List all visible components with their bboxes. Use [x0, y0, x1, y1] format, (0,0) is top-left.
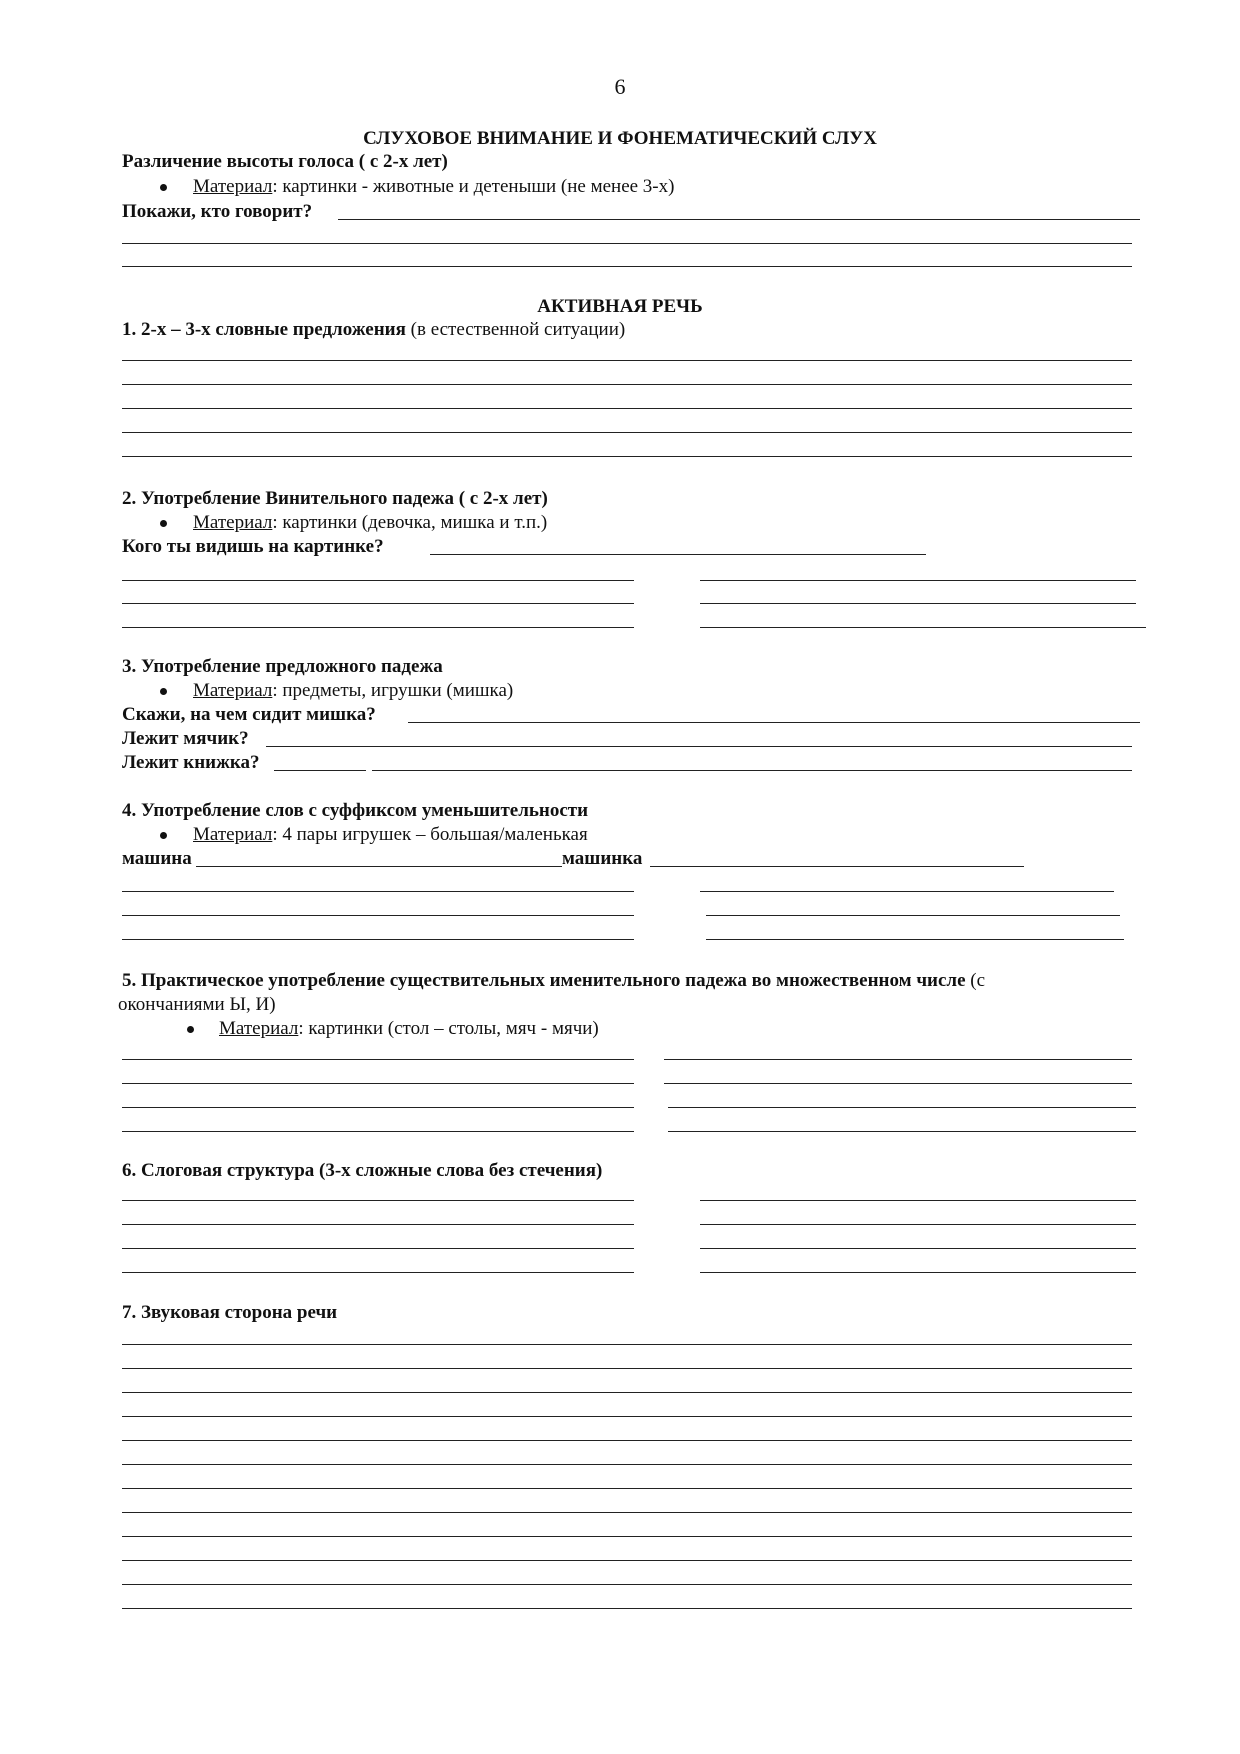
sec4-word2: машинка	[562, 848, 643, 869]
answer-line[interactable]	[706, 939, 1124, 940]
answer-line[interactable]	[122, 1512, 1132, 1513]
answer-line[interactable]	[700, 891, 1114, 892]
answer-line[interactable]	[668, 1131, 1136, 1132]
bullet-icon	[160, 832, 167, 839]
bullet-icon	[160, 688, 167, 695]
sec2-question: Кого ты видишь на картинке?	[122, 536, 384, 557]
answer-line[interactable]	[122, 603, 634, 604]
answer-line[interactable]	[122, 1368, 1132, 1369]
answer-line[interactable]	[372, 770, 1132, 771]
sec2-title: 2. Употребление Винительного падежа ( с 2-х лет)	[122, 488, 548, 509]
page-number: 6	[614, 74, 626, 99]
answer-line[interactable]	[122, 1584, 1132, 1585]
sec5-title-rest: (с	[965, 970, 986, 991]
answer-line[interactable]	[700, 1200, 1136, 1201]
answer-line[interactable]	[122, 1083, 634, 1084]
item1-bold: 1. 2-х – 3-х словные предложения	[122, 319, 406, 340]
answer-line[interactable]	[668, 1107, 1136, 1108]
material-text: : 4 пары игрушек – большая/маленькая	[272, 824, 588, 845]
answer-line[interactable]	[650, 866, 1024, 867]
answer-line[interactable]	[122, 1392, 1132, 1393]
answer-line[interactable]	[700, 603, 1136, 604]
answer-line[interactable]	[122, 1416, 1132, 1417]
answer-line[interactable]	[122, 1560, 1132, 1561]
sec3-title: 3. Употребление предложного падежа	[122, 656, 443, 677]
answer-line[interactable]	[122, 939, 634, 940]
sec4-material	[193, 824, 588, 846]
sec4-word1: машина	[122, 848, 192, 869]
answer-line[interactable]	[700, 1224, 1136, 1225]
answer-line[interactable]	[122, 1107, 634, 1108]
material-label: Материал	[193, 176, 273, 197]
answer-line[interactable]	[122, 915, 634, 916]
answer-line[interactable]	[122, 1200, 634, 1201]
answer-line[interactable]	[122, 456, 1132, 457]
material-label: Материал	[193, 680, 273, 701]
hearing-subtitle: Различение высоты голоса ( с 2-х лет)	[122, 151, 448, 172]
answer-line[interactable]	[266, 746, 1132, 747]
answer-line[interactable]	[664, 1083, 1132, 1084]
answer-line[interactable]	[122, 627, 634, 628]
material-label: Материал	[193, 824, 273, 845]
answer-line[interactable]	[122, 243, 1132, 244]
answer-line[interactable]	[196, 866, 562, 867]
sec4-title: 4. Употребление слов с суффиксом уменьшительности	[122, 800, 589, 821]
answer-line[interactable]	[122, 1488, 1132, 1489]
answer-line[interactable]	[700, 627, 1146, 628]
section-title-active-speech: АКТИВНАЯ РЕЧЬ	[537, 296, 703, 317]
sec6-title: 6. Слоговая структура (3-х сложные слова без стечения)	[122, 1160, 603, 1181]
material-text: : картинки (стол – столы, мяч - мячи)	[298, 1018, 599, 1039]
answer-line[interactable]	[664, 1059, 1132, 1060]
sec5-material	[219, 1018, 599, 1040]
bullet-icon	[187, 1026, 194, 1033]
answer-line[interactable]	[338, 219, 1140, 220]
answer-line[interactable]	[122, 1344, 1132, 1345]
answer-line[interactable]	[122, 1248, 634, 1249]
answer-line[interactable]	[122, 360, 1132, 361]
material-text: : картинки - животные и детеныши (не менее 3-х)	[272, 176, 675, 197]
answer-line[interactable]	[122, 1608, 1132, 1609]
section-title-hearing: СЛУХОВОЕ ВНИМАНИЕ И ФОНЕМАТИЧЕСКИЙ СЛУХ	[363, 128, 877, 149]
answer-line[interactable]	[122, 1131, 634, 1132]
answer-line[interactable]	[430, 554, 926, 555]
hearing-question: Покажи, кто говорит?	[122, 201, 313, 222]
answer-line[interactable]	[122, 1059, 634, 1060]
material-label: Материал	[219, 1018, 299, 1039]
sec3-q1: Скажи, на чем сидит мишка?	[122, 704, 376, 725]
material-label: Материал	[193, 512, 273, 533]
sec3-material	[193, 680, 513, 702]
answer-line[interactable]	[122, 891, 634, 892]
sec3-q3: Лежит книжка?	[122, 752, 260, 773]
answer-line[interactable]	[706, 915, 1120, 916]
sec2-material	[193, 512, 547, 534]
material-text: : картинки (девочка, мишка и т.п.)	[272, 512, 548, 533]
sec5-title-cont: окончаниями Ы, И)	[118, 994, 276, 1015]
sec3-q2: Лежит мячик?	[122, 728, 249, 749]
answer-line[interactable]	[122, 266, 1132, 267]
sec5-title-bold: 5. Практическое употребление существительных именительного падежа во множественном числе	[122, 970, 966, 991]
answer-line[interactable]	[122, 432, 1132, 433]
answer-line[interactable]	[122, 580, 634, 581]
answer-line[interactable]	[700, 1272, 1136, 1273]
item1-title	[122, 319, 625, 341]
answer-line[interactable]	[122, 1272, 634, 1273]
item1-rest: (в естественной ситуации)	[405, 319, 626, 340]
material-text: : предметы, игрушки (мишка)	[272, 680, 514, 701]
answer-line[interactable]	[122, 1440, 1132, 1441]
answer-line[interactable]	[122, 1536, 1132, 1537]
answer-line[interactable]	[122, 1224, 634, 1225]
sec5-title	[122, 970, 985, 992]
answer-line[interactable]	[122, 384, 1132, 385]
answer-line[interactable]	[122, 1464, 1132, 1465]
bullet-icon	[160, 184, 167, 191]
bullet-icon	[160, 520, 167, 527]
answer-line[interactable]	[274, 770, 366, 771]
answer-line[interactable]	[408, 722, 1140, 723]
answer-line[interactable]	[700, 1248, 1136, 1249]
answer-line[interactable]	[122, 408, 1132, 409]
sec7-title: 7. Звуковая сторона речи	[122, 1302, 338, 1323]
hearing-material	[193, 176, 674, 198]
answer-line[interactable]	[700, 580, 1136, 581]
